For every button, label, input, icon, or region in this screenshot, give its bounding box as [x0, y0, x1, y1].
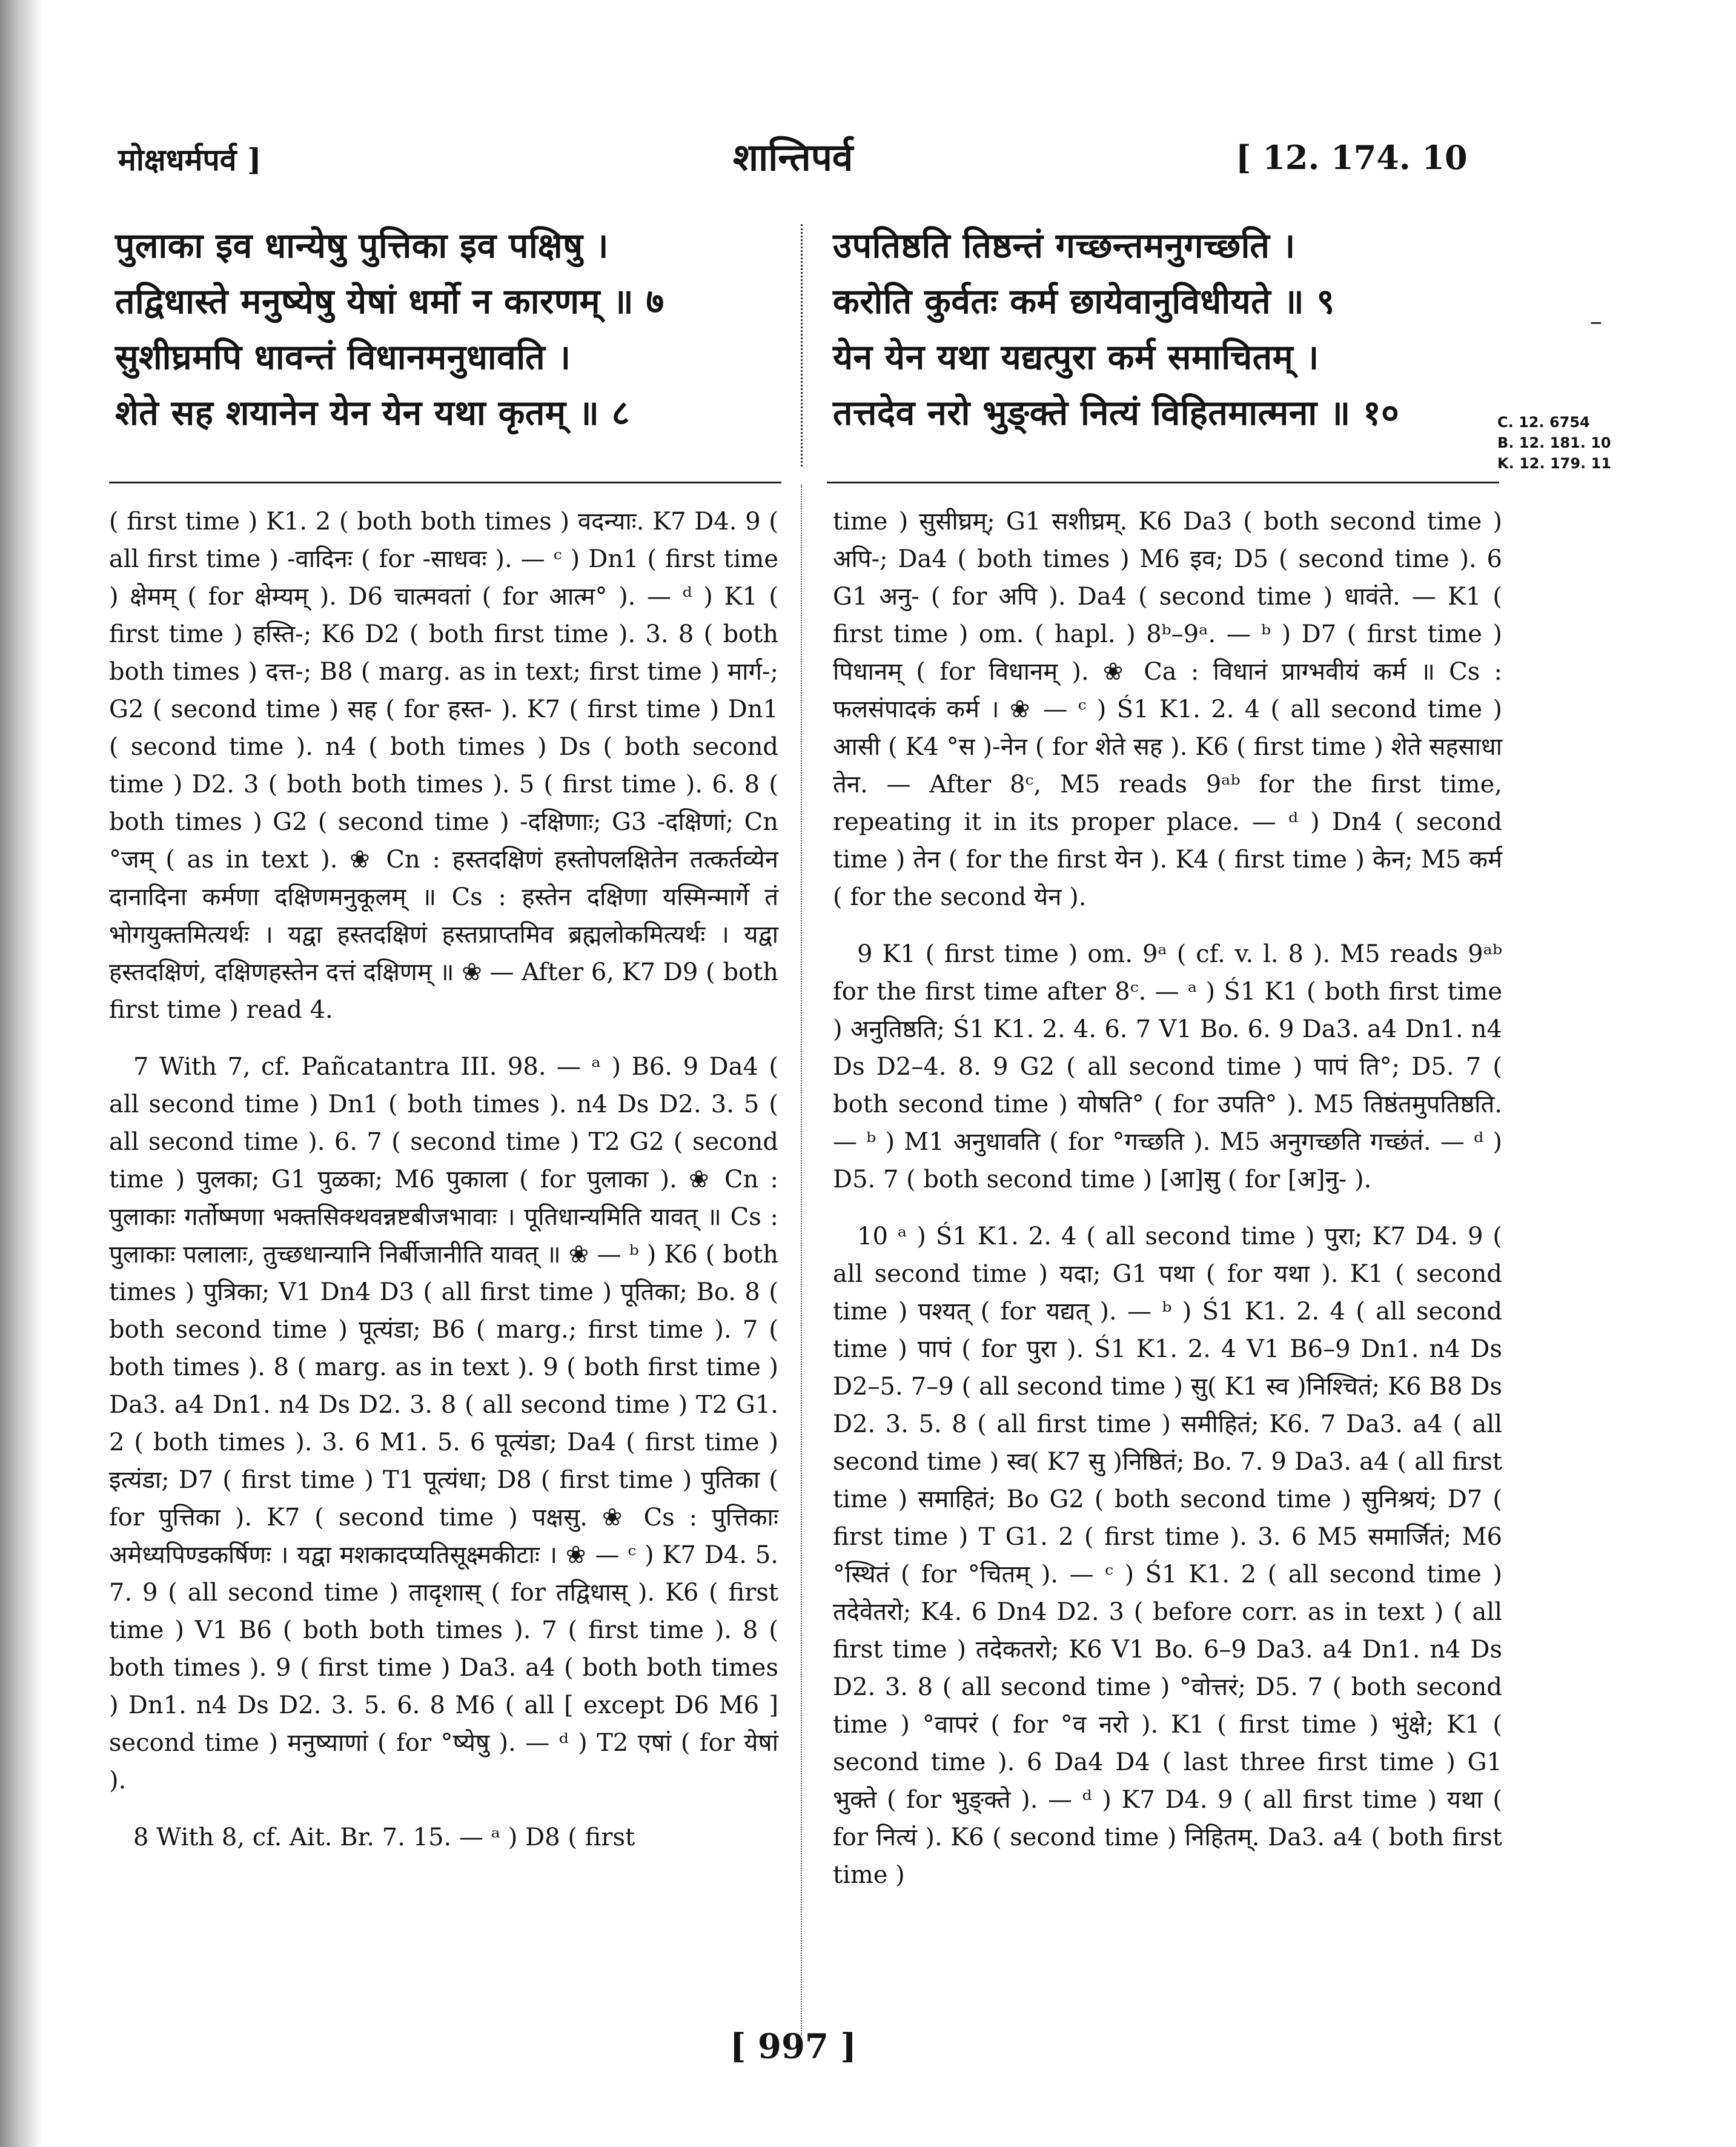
apparatus-note: ( first time ) K1. 2 ( both both times ) वदन्याः. K7 D4. 9 ( all first time ) -वादिनः ( for -साधवः ). — ᶜ ) Dn1 ( first time ) क्षेमम् ( for क्षेम्यम् ). D6 चात्मवतां ( for आत्म° ). — ᵈ ) K1 ( first time ) हस्ति-; K6 D2 ( both first time ). 3. 8 ( both both times ) दत्त-; B8 ( marg. as in text; first time ) मार्ग-; G2 ( second time ) सह ( for हस्त- ). K7 ( first time ) Dn1 ( second time ). n4 ( both times ) Ds ( both second time ) D2. 3 ( both both times ). 5 ( first time ). 6. 8 ( both times ) G2 ( second time ) -दक्षिणाः; G3 -दक्षिणां; Cn °जम् ( as in text ). ❀ Cn : हस्तदक्षिणं हस्तोपलक्षितेन तत्कर्तव्येन दानादिना कर्मणा दक्षिणमनुकूलम् ॥ Cs : हस्तेन दक्षिणा यस्मिन्मार्गे तं भोगयुक्तमित्यर्थः । यद्वा हस्तदक्षिणं हस्तप्राप्तमिव ब्रह्मलोकमित्यर्थः । यद्वा हस्तदक्षिणं, दक्षिणहस्तेन दत्तं दक्षिणम् ॥ ❀ — After 6, K7 D9 ( both first time ) read 4.	[109, 508, 778, 1024]
page-number: [ 997 ]	[730, 2026, 856, 2066]
margin-mark: –	[1590, 308, 1602, 336]
apparatus-note: 8 With 8, cf. Ait. Br. 7. 15. — ᵃ ) D8 ( first	[133, 1823, 635, 1851]
verse-line: पुलाका इव धान्येषु पुत्तिका इव पक्षिषु ।	[115, 225, 609, 266]
concordance-kumbhakonam: K. 12. 179. 11	[1497, 455, 1611, 472]
verse-line: सुशीघ्रमपि धावन्तं विधानमनुधावति ।	[115, 337, 571, 377]
concordance-calcutta: C. 12. 6754	[1497, 414, 1590, 431]
apparatus-note: 10 ᵃ ) Ś1 K1. 2. 4 ( all second time ) पुरा; K7 D4. 9 ( all second time ) यदा; G1 पथा ( for यथा ). K1 ( second time ) पश्यत् ( for यद्यत् ). — ᵇ ) Ś1 K1. 2. 4 ( all second time ) पापं ( for पुरा ). Ś1 K1. 2. 4 V1 B6–9 Dn1. n4 Ds D2–5. 7–9 ( all second time ) सु( K1 स्व )निश्चितं; K6 B8 Ds D2. 3. 5. 8 ( all first time ) समीहितं; K6. 7 Da3. a4 ( all second time ) स्व( K7 सु )निष्ठितं; Bo. 7. 9 Da3. a4 ( all first time ) समाहितं; Bo G2 ( both second time ) सुनिश्रयं; D7 ( first time ) T G1. 2 ( first time ). 3. 6 M5 समार्जितं; M6 °स्थितं ( for °चितम् ). — ᶜ ) Ś1 K1. 2 ( all second time ) तदेवेतरो; K4. 6 Dn4 D2. 3 ( before corr. as in text ) ( all first time ) तदेकतरो; K6 V1 Bo. 6–9 Da3. a4 Dn1. n4 Ds D2. 3. 8 ( all second time ) °वोत्तरं; D5. 7 ( both second time ) °वापरं ( for °व नरो ). K1 ( first time ) भुंक्षे; K1 ( second time ). 6 Da4 D4 ( last three first time ) G1 भुक्ते ( for भुङ्क्ते ). — ᵈ ) K7 D4. 9 ( all first time ) यथा ( for नित्यं ). K6 ( second time ) निहितम्. Da3. a4 ( both first time )	[833, 1223, 1502, 1889]
verse-divider	[801, 224, 803, 466]
apparatus-note: 9 K1 ( first time ) om. 9ᵃ ( cf. v. l. 8 ). M5 reads 9ᵃᵇ for the first time after 8ᶜ. — ᵃ ) Ś1 K1 ( both first time ) अनुतिष्ठति; Ś1 K1. 2. 4. 6. 7 V1 Bo. 6. 9 Da3. a4 Dn1. n4 Ds D2–4. 8. 9 G2 ( all second time ) पापं ति°; D5. 7 ( both second time ) योषति° ( for उपति° ). M5 तिष्ठंतमुपतिष्ठति. — ᵇ ) M1 अनुधावति ( for °गच्छति ). M5 अनुगच्छति गच्छंतं. — ᵈ ) D5. 7 ( both second time ) [आ]सु ( for [अ]नु- ).	[833, 940, 1502, 1193]
verse-line: तत्तदेव नरो भुङ्क्ते नित्यं विहितमात्मना ॥ १०	[833, 393, 1400, 433]
book-title: शान्तिपर्व	[733, 135, 853, 179]
verse-line: शेते सह शयानेन येन येन यथा कृतम् ॥ ८	[115, 393, 630, 433]
apparatus-note: time ) सुसीघ्रम्; G1 सशीघ्रम्. K6 Da3 ( both second time ) अपि-; Da4 ( both times ) M6 इव; D5 ( second time ). 6 G1 अनु- ( for अपि ). Da4 ( second time ) धावंते. — K1 ( first time ) om. ( hapl. ) 8ᵇ–9ᵃ. — ᵇ ) D7 ( first time ) पिधानम् ( for विधानम् ). ❀ Ca : विधानं प्राग्भवीयं कर्म ॥ Cs : फलसंपादकं कर्म । ❀ — ᶜ ) Ś1 K1. 2. 4 ( all second time ) आसी ( K4 °स )-नेन ( for शेते सह ). K6 ( first time ) शेते सहसाधा तेन. — After 8ᶜ, M5 reads 9ᵃᵇ for the first time, repeating it in its proper place. — ᵈ ) Dn4 ( second time ) तेन ( for the first येन ). K4 ( first time ) केन; M5 कर्म ( for the second येन ).	[833, 508, 1502, 911]
apparatus-note: 7 With 7, cf. Pañcatantra III. 98. — ᵃ ) B6. 9 Da4 ( all second time ) Dn1 ( both times ). n4 Ds D2. 3. 5 ( all second time ). 6. 7 ( second time ) T2 G2 ( second time ) पुलका; G1 पुळका; M6 पुकाला ( for पुलाका ). ❀ Cn : पुलाकाः गर्तोष्मणा भक्तसिक्थवन्नष्टबीजभावाः । पूतिधान्यमिति यावत् ॥ Cs : पुलाकाः पलालाः, तुच्छधान्यानि निर्बीजानीति यावत् ॥ ❀ — ᵇ ) K6 ( both times ) पुत्रिका; V1 Dn4 D3 ( all first time ) पूतिका; Bo. 8 ( both second time ) पूत्यंडा; B6 ( marg.; first time ). 7 ( both times ). 8 ( marg. as in text ). 9 ( both first time ) Da3. a4 Dn1. n4 Ds D2. 3. 8 ( all second time ) T2 G1. 2 ( both times ). 3. 6 M1. 5. 6 पूत्यंडा; Da4 ( first time ) इत्यंडा; D7 ( first time ) T1 पूत्यंधा; D8 ( first time ) पुतिका ( for पुत्तिका ). K7 ( second time ) पक्षसु. ❀ Cs : पुत्तिकाः अमेध्यपिण्डकर्षिणः । यद्वा मशकादप्यतिसूक्ष्मकीटाः । ❀ — ᶜ ) K7 D4. 5. 7. 9 ( all second time ) तादृशास् ( for तद्विधास् ). K6 ( first time ) V1 B6 ( both both times ). 7 ( first time ). 8 ( both times ). 9 ( first time ) Da3. a4 ( both both times ) Dn1. n4 Ds D2. 3. 5. 6. 8 M6 ( all [ except D6 M6 ] second time ) मनुष्याणां ( for °ष्येषु ). — ᵈ ) T2 एषां ( for येषां ).	[109, 1053, 778, 1794]
page-header	[0, 135, 1736, 193]
verse-line: उपतिष्ठति तिष्ठन्तं गच्छन्तमनुगच्छति ।	[833, 225, 1296, 266]
verse-reference: [ 12. 174. 10	[1236, 138, 1468, 177]
verse-column-left	[115, 218, 775, 441]
concordance-bombay: B. 12. 181. 10	[1497, 434, 1611, 451]
rule-right	[827, 482, 1499, 483]
notes-column-right	[833, 503, 1502, 1913]
verse-line: तद्विधास्ते मनुष्येषु येषां धर्मो न कारणम् ॥ ७	[115, 281, 664, 322]
verse-line: येन येन यथा यद्यत्पुरा कर्म समाचितम् ।	[833, 337, 1319, 377]
rule-left	[109, 482, 781, 483]
verse-column-right	[833, 218, 1499, 441]
concordance-references	[1497, 412, 1611, 474]
verse-block	[0, 218, 1736, 473]
notes-column-left	[109, 503, 778, 1876]
verse-line: करोति कुर्वतः कर्म छायेवानुविधीयते ॥ ९	[833, 281, 1335, 322]
section-title: मोक्षधर्मपर्व ]	[118, 142, 262, 178]
notes-divider	[801, 485, 802, 2036]
